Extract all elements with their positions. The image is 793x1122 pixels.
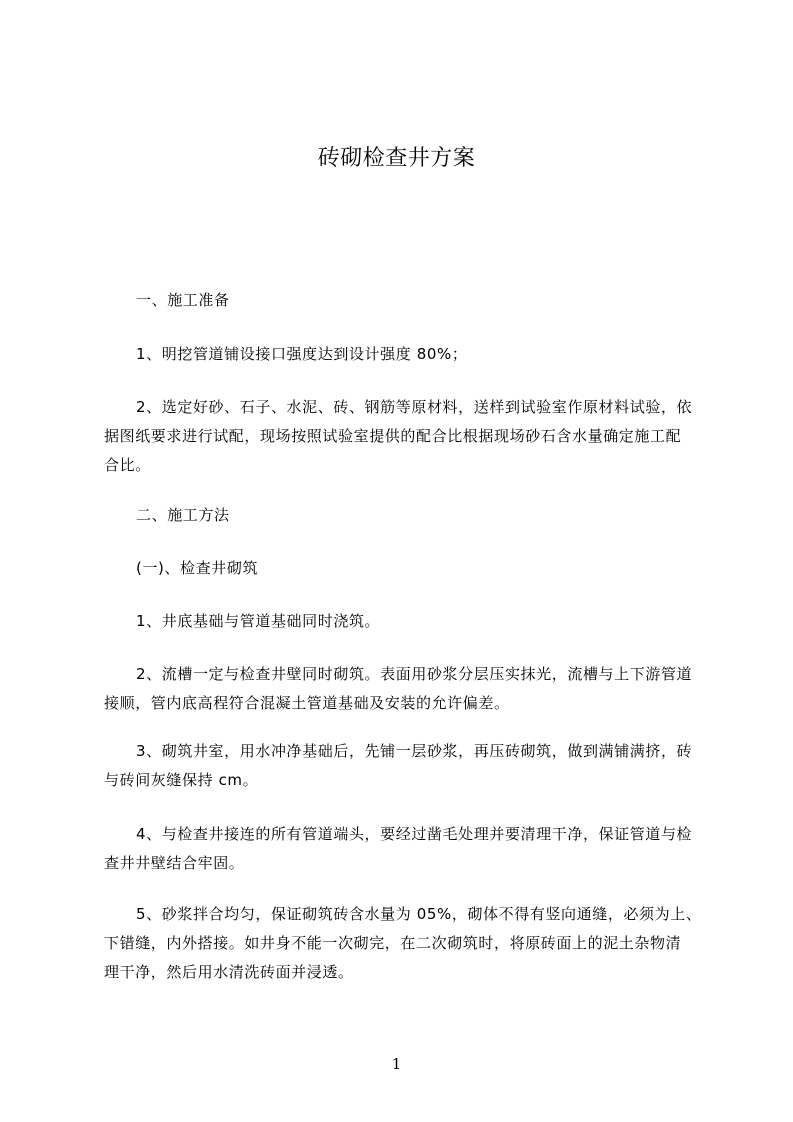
paragraph-1 <box>104 340 714 369</box>
section-heading-method <box>104 501 714 530</box>
item-5 <box>104 900 714 987</box>
item-2 <box>104 660 714 718</box>
item-1 <box>104 607 714 636</box>
paragraph-line: 2、流槽一定与检查井壁同时砌筑。表面用砂浆分层压实抹光，流槽与上下游管道 <box>136 665 693 683</box>
heading-text: (一)、检查井砌筑 <box>136 559 259 577</box>
subsection-heading-manhole <box>104 554 714 583</box>
paragraph-2 <box>104 393 714 480</box>
heading-text: 一、施工准备 <box>136 291 230 309</box>
item-3 <box>104 737 714 795</box>
paragraph-line: 接顺，管内底高程符合混凝土管道基础及安装的允许偏差。 <box>104 694 510 712</box>
section-heading-preparation <box>104 286 714 315</box>
paragraph-line: 下错缝，内外搭接。如井身不能一次砌完，在二次砌筑时，将原砖面上的泥土杂物清 <box>104 934 682 952</box>
paragraph-line: 与砖间灰缝保持 cm。 <box>104 771 259 789</box>
paragraph-line: 1、明挖管道铺设接口强度达到设计强度 80%； <box>136 345 468 363</box>
document-title: 砖砌检查井方案 <box>317 146 476 171</box>
paragraph-line: 2、选定好砂、石子、水泥、砖、钢筋等原材料，送样到试验室作原材料试验，依 <box>136 398 693 416</box>
paragraph-line: 4、与检查井接连的所有管道端头，要经过凿毛处理并要清理干净，保证管道与检 <box>136 825 693 843</box>
paragraph-line: 3、砌筑井室，用水冲净基础后，先铺一层砂浆，再压砖砌筑，做到满铺满挤，砖 <box>136 742 693 760</box>
paragraph-line: 据图纸要求进行试配，现场按照试验室提供的配合比根据现场砂石含水量确定施工配 <box>104 427 682 445</box>
paragraph-line: 查井井壁结合牢固。 <box>104 854 245 872</box>
paragraph-line: 1、井底基础与管道基础同时浇筑。 <box>136 612 381 630</box>
paragraph-line: 合比。 <box>104 456 151 474</box>
heading-text: 二、施工方法 <box>136 506 230 524</box>
paragraph-line: 5、砂浆拌合均匀，保证砌筑砖含水量为 05%，砌体不得有竖向通缝，必须为上、 <box>136 905 702 923</box>
page-number: 1 <box>391 1055 402 1073</box>
item-4 <box>104 820 714 878</box>
paragraph-line: 理干净，然后用水清洗砖面并浸透。 <box>104 963 354 981</box>
